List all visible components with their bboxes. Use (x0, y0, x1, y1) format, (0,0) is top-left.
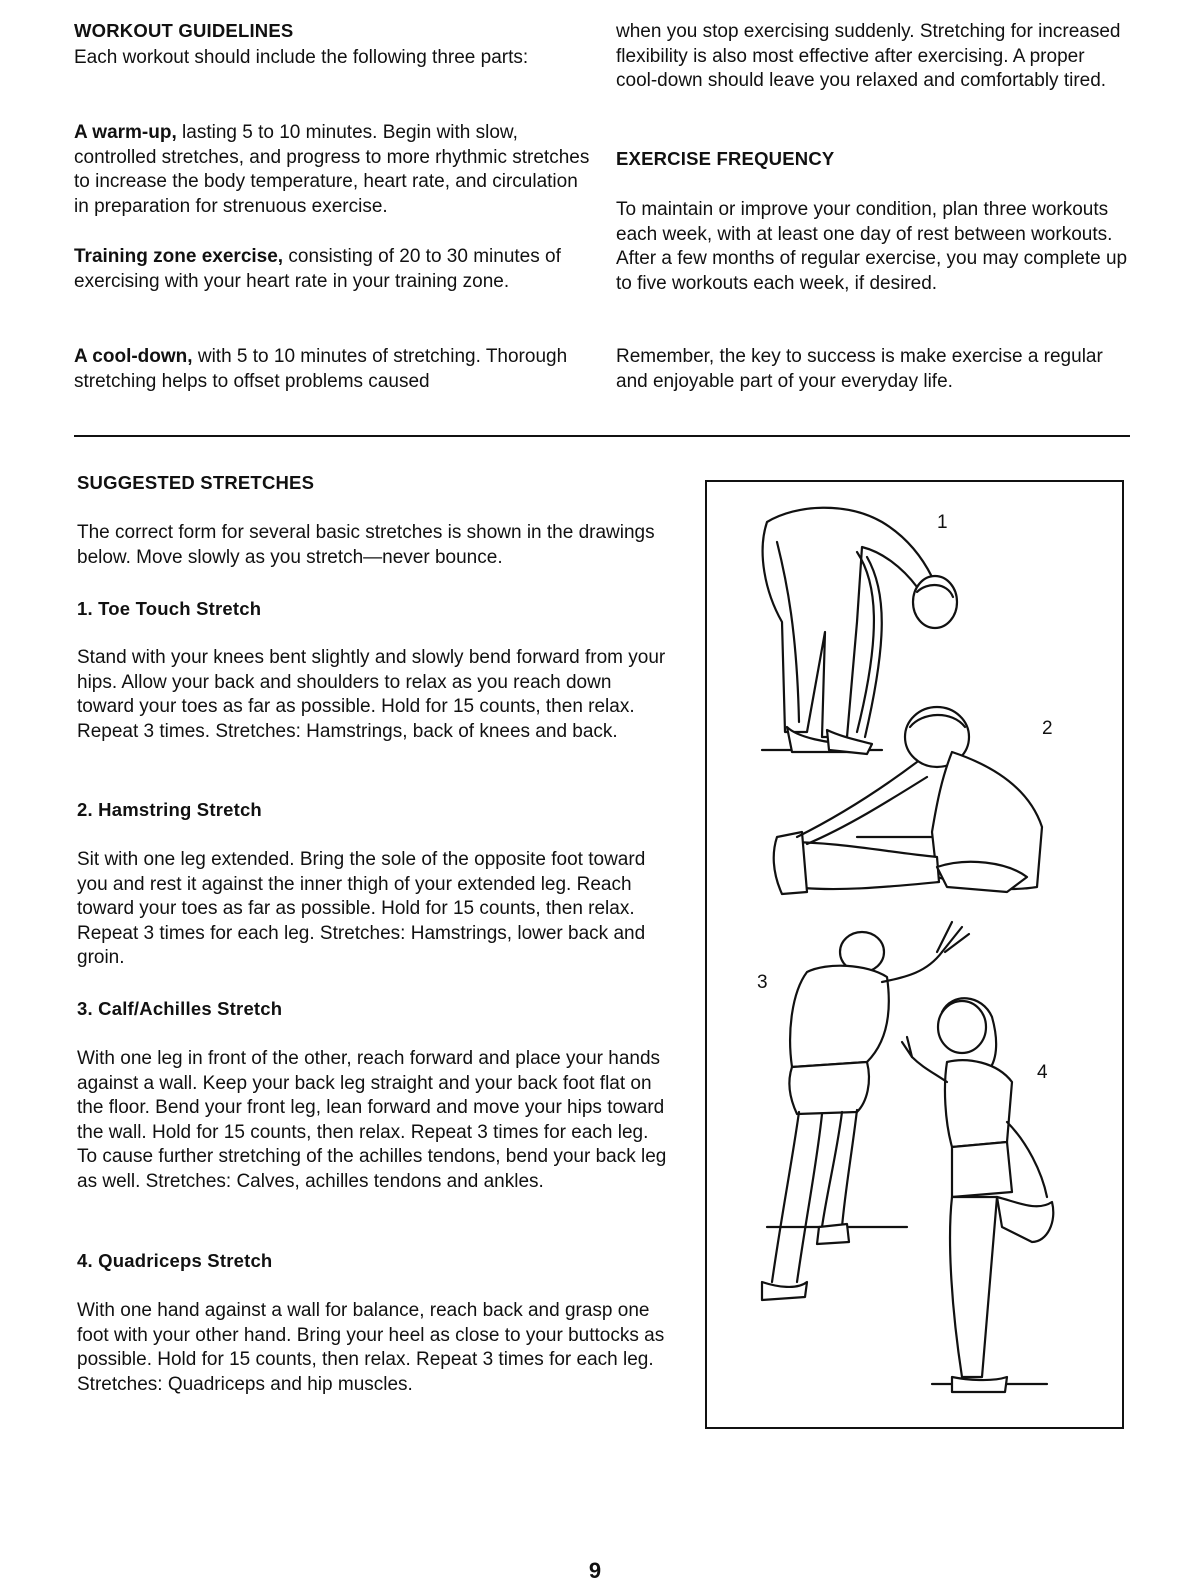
workout-guidelines-heading: WORKOUT GUIDELINES (74, 20, 294, 41)
training-text: consisting of 20 to 30 minutes of exercising with your heart rate in your training zone. (74, 246, 561, 292)
workout-intro: Each workout should include the following three parts: (74, 47, 529, 68)
section-divider (74, 435, 1130, 437)
calf-achilles-figure (762, 922, 969, 1300)
page-number: 9 (588, 1558, 602, 1583)
figure-label-1: 1 (937, 512, 948, 533)
warmup-text: lasting 5 to 10 minutes. Begin with slow, controlled stretches, and progress to more rhythmic stretches to increase the body temperature, heart rate, and circulation in preparation for strenuous exercise. (74, 122, 590, 217)
warmup-paragraph (74, 121, 594, 219)
cooldown-paragraph (74, 345, 594, 394)
cooldown-text: with 5 to 10 minutes of stretching. Thorough stretching helps to offset problems caused (74, 346, 568, 392)
training-lead: Training zone exercise, (74, 246, 284, 267)
frequency-paragraph-2: Remember, the key to success is make exercise a regular and enjoyable part of your everyday life. (616, 346, 1103, 392)
cooldown-continuation: when you stop exercising suddenly. Stretching for increased flexibility is also most effective after exercising. A proper cool-down should leave you relaxed and comfortably tired. (616, 21, 1121, 92)
stretch-4-text: With one hand against a wall for balance, reach back and grasp one foot with your other hand. Bring your heel as close to your buttocks as possible. Hold for 15 counts, then relax. Repeat 3 times for each leg. Stretches: Quadriceps and hip muscles. (77, 1300, 665, 1395)
quadriceps-figure (902, 998, 1053, 1392)
stretch-illustrations-box (705, 480, 1124, 1429)
frequency-paragraph-1: To maintain or improve your condition, plan three workouts each week, with at least one day of rest between workouts. After a few months of regular exercise, you may complete up to five workouts each week, if desired. (616, 199, 1128, 294)
stretch-1-text: Stand with your knees bent slightly and slowly bend forward from your hips. Allow your back and shoulders to relax as you reach down toward your toes as far as possible. Hold for 15 counts, then relax. Repeat 3 times. Stretches: Hamstrings, back of knees and back. (77, 647, 666, 742)
stretch-3-title: 3. Calf/Achilles Stretch (77, 998, 283, 1019)
stretch-3-text: With one leg in front of the other, reach forward and place your hands against a wall. Keep your back leg straight and your back foot flat on the floor. Bend your front leg, lean forward and move your hips toward the wall. Hold for 15 counts, then relax. Repeat 3 times for each leg. To cause further stretching of the achilles tendons, bend your back leg as well. Stretches: Calves, achilles tendons and ankles. (77, 1048, 667, 1192)
training-zone-paragraph (74, 245, 594, 294)
stretches-intro: The correct form for several basic stretches is shown in the drawings below. Move slowly as you stretch—never bounce. (77, 522, 655, 568)
figure-label-3: 3 (757, 972, 768, 993)
suggested-stretches-heading: SUGGESTED STRETCHES (77, 472, 315, 493)
stretch-4-title: 4. Quadriceps Stretch (77, 1250, 273, 1271)
figure-label-4: 4 (1037, 1062, 1048, 1083)
cooldown-lead: A cool-down, (74, 346, 193, 367)
exercise-frequency-heading: EXERCISE FREQUENCY (616, 148, 835, 169)
stretch-2-text: Sit with one leg extended. Bring the sole of the opposite foot toward you and rest it against the inner thigh of your extended leg. Reach toward your toes as far as possible. Hold for 15 counts, then relax. Repeat 3 times for each leg. Stretches: Hamstrings, lower back and groin. (77, 849, 646, 969)
stretch-1-title: 1. Toe Touch Stretch (77, 598, 262, 619)
stretch-drawings (707, 482, 1122, 1427)
warmup-lead: A warm-up, (74, 122, 177, 143)
figure-label-2: 2 (1042, 718, 1053, 739)
hamstring-figure (774, 707, 1042, 894)
stretch-2-title: 2. Hamstring Stretch (77, 799, 262, 820)
